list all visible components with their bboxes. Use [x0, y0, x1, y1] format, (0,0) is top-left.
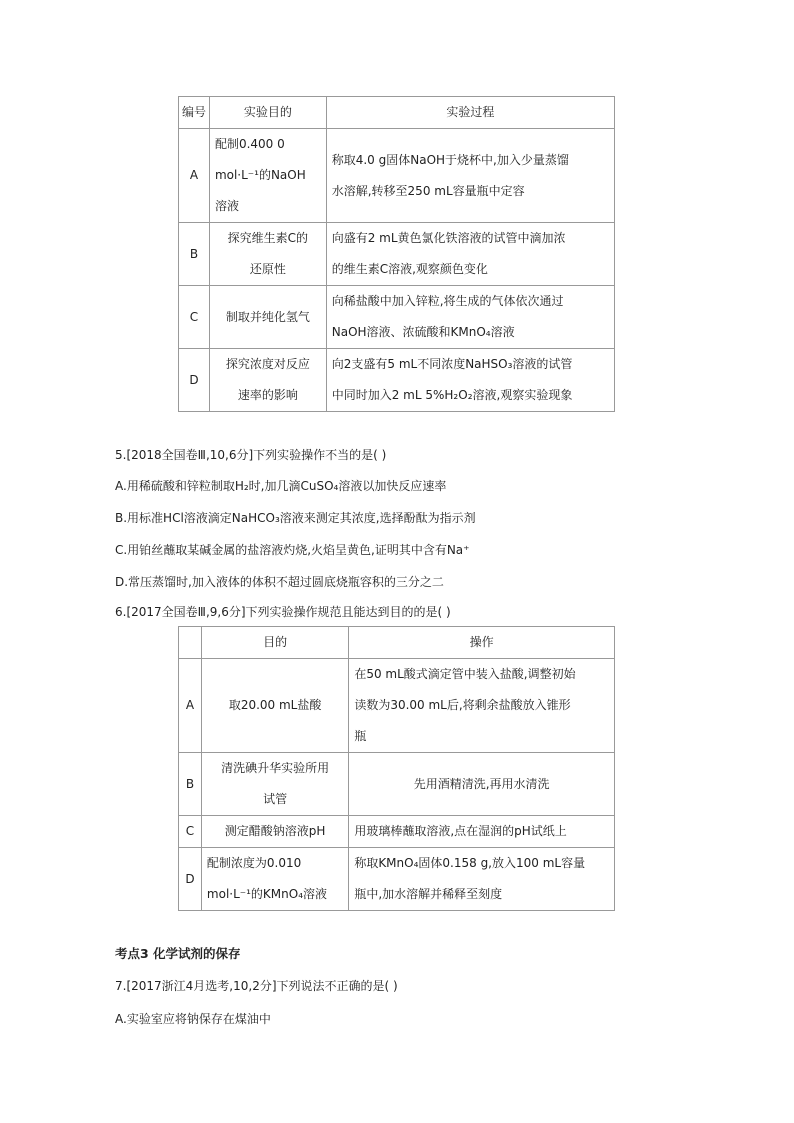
header-process: 操作	[349, 627, 615, 659]
row-purpose	[209, 223, 326, 286]
cell-line: 水溶解,转移至250 mL容量瓶中定容	[331, 183, 525, 198]
header-process: 实验过程	[326, 97, 614, 129]
table-row	[179, 659, 615, 753]
row-process	[349, 659, 615, 753]
row-process	[326, 223, 614, 286]
cell-line: 探究浓度对反应	[225, 357, 310, 371]
row-purpose	[201, 848, 348, 911]
cell-line: 配制0.400 0	[214, 137, 285, 151]
row-id: A	[179, 129, 210, 223]
cell-line: 在50 mL酸式滴定管中装入盐酸,调整初始	[354, 667, 576, 681]
question-5-option-d: D.常压蒸馏时,加入液体的体积不超过圆底烧瓶容积的三分之二	[115, 575, 444, 589]
question-5-stem: 5.[2018全国卷Ⅲ,10,6分]下列实验操作不当的是( )	[115, 448, 387, 462]
cell-line: 称取4.0 g固体NaOH于烧杯中,加入少量蒸馏	[331, 152, 569, 167]
row-process	[326, 129, 614, 223]
cell-line: 中同时加入2 mL 5%H₂O₂溶液,观察实验现象	[331, 388, 573, 402]
cell-line: 溶液	[214, 199, 239, 213]
row-purpose	[209, 286, 326, 349]
table-row	[179, 848, 615, 911]
header-id	[179, 627, 202, 659]
cell-line: 先用酒精清洗,再用水清洗	[413, 776, 550, 791]
row-process	[326, 286, 614, 349]
row-id: C	[179, 286, 210, 349]
table-row	[179, 129, 615, 223]
question-5-option-b: B.用标准HCl溶液滴定NaHCO₃溶液来测定其浓度,选择酚酞为指示剂	[115, 511, 476, 525]
cell-line: 取20.00 mL盐酸	[228, 698, 322, 712]
row-purpose	[209, 349, 326, 412]
table-row	[179, 349, 615, 412]
row-process	[326, 349, 614, 412]
cell-line: 试管	[263, 792, 288, 806]
row-id: D	[179, 848, 202, 911]
table-row	[179, 286, 615, 349]
section-heading: 考点3 化学试剂的保存	[115, 946, 241, 961]
question-6-stem: 6.[2017全国卷Ⅲ,9,6分]下列实验操作规范且能达到目的的是( )	[115, 605, 451, 619]
cell-line: mol·L⁻¹的NaOH	[214, 168, 306, 182]
cell-line: 制取并纯化氢气	[225, 309, 310, 324]
row-process	[349, 816, 615, 848]
row-id: A	[179, 659, 202, 753]
question-5-option-c: C.用铂丝蘸取某碱金属的盐溶液灼烧,火焰呈黄色,证明其中含有Na⁺	[115, 543, 470, 557]
row-process	[349, 753, 615, 816]
cell-line: mol·L⁻¹的KMnO₄溶液	[206, 887, 328, 901]
cell-line: 测定醋酸钠溶液pH	[224, 824, 326, 838]
cell-line: 读数为30.00 mL后,将剩余盐酸放入锥形	[354, 698, 571, 712]
cell-line: 称取KMnO₄固体0.158 g,放入100 mL容量	[354, 856, 586, 870]
row-purpose	[201, 659, 348, 753]
row-id: C	[179, 816, 202, 848]
cell-line: 瓶中,加水溶解并稀释至刻度	[354, 887, 503, 901]
question-7-stem: 7.[2017浙江4月选考,10,2分]下列说法不正确的是( )	[115, 979, 398, 993]
cell-line: 速率的影响	[237, 388, 298, 402]
cell-line: 探究维生素C的	[227, 231, 309, 245]
question-5-option-a: A.用稀硫酸和锌粒制取H₂时,加几滴CuSO₄溶液以加快反应速率	[115, 479, 447, 493]
table-header-row	[179, 97, 615, 129]
question-7-option-a: A.实验室应将钠保存在煤油中	[115, 1012, 271, 1026]
row-purpose	[201, 816, 348, 848]
row-process	[349, 848, 615, 911]
cell-line: 清洗碘升华实验所用	[221, 761, 330, 775]
cell-line: 瓶	[354, 729, 367, 743]
header-purpose: 实验目的	[209, 97, 326, 129]
row-purpose	[209, 129, 326, 223]
row-id: B	[179, 223, 210, 286]
row-id: D	[179, 349, 210, 412]
table-row	[179, 223, 615, 286]
header-purpose: 目的	[201, 627, 348, 659]
row-id: B	[179, 753, 202, 816]
header-id: 编号	[179, 97, 210, 129]
cell-line: 配制浓度为0.010	[206, 856, 302, 870]
experiment-table-1	[178, 96, 615, 412]
cell-line: 还原性	[249, 262, 286, 276]
table-header-row	[179, 627, 615, 659]
row-purpose	[201, 753, 348, 816]
cell-line: 用玻璃棒蘸取溶液,点在湿润的pH试纸上	[354, 824, 567, 838]
table-row	[179, 753, 615, 816]
cell-line: 的维生素C溶液,观察颜色变化	[331, 262, 488, 276]
experiment-table-2	[178, 626, 615, 911]
cell-line: 向2支盛有5 mL不同浓度NaHSO₃溶液的试管	[331, 357, 573, 371]
cell-line: 向稀盐酸中加入锌粒,将生成的气体依次通过	[331, 294, 564, 308]
cell-line: NaOH溶液、浓硫酸和KMnO₄溶液	[331, 325, 515, 339]
cell-line: 向盛有2 mL黄色氯化铁溶液的试管中滴加浓	[331, 231, 566, 245]
table-row	[179, 816, 615, 848]
